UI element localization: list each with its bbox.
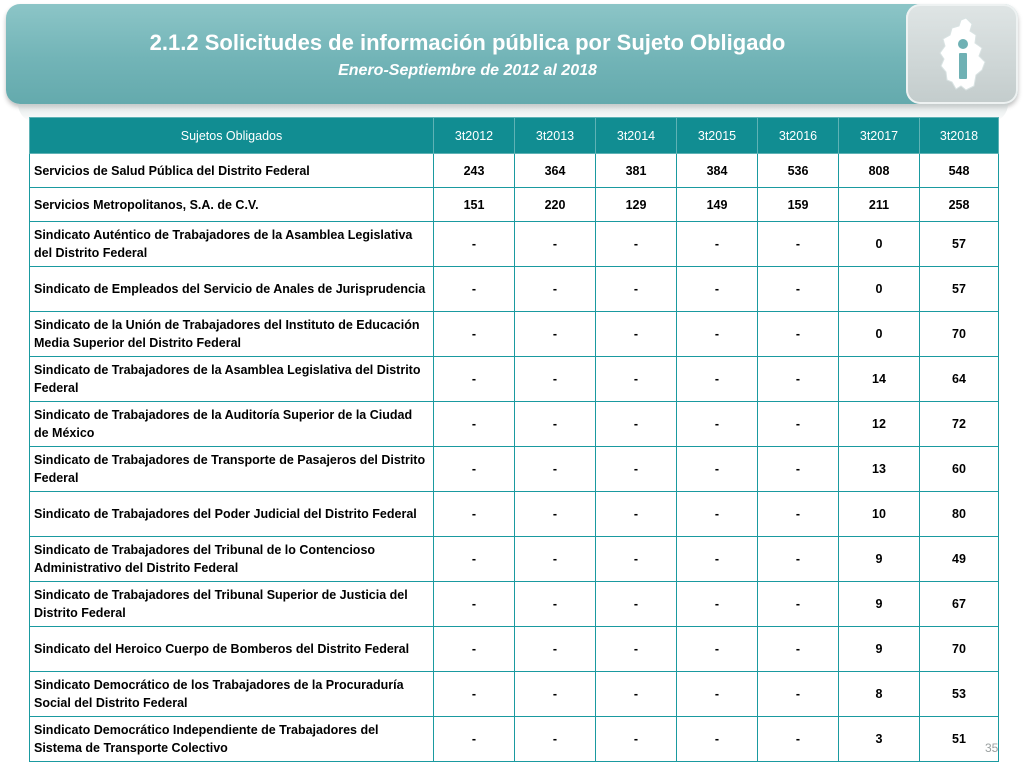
cell-value: - — [515, 582, 596, 627]
row-name: Sindicato de Trabajadores del Tribunal de lo Contencioso Administrativo del Distrito Federal — [30, 537, 434, 582]
cell-value: - — [677, 447, 758, 492]
row-name: Sindicato de Trabajadores del Poder Judicial del Distrito Federal — [30, 492, 434, 537]
table-row — [30, 357, 999, 402]
cell-value: 381 — [596, 154, 677, 188]
cell-value: - — [434, 267, 515, 312]
cell-value: 8 — [839, 672, 920, 717]
cell-value: - — [596, 717, 677, 762]
cell-value: 0 — [839, 222, 920, 267]
table-row — [30, 188, 999, 222]
cell-value: - — [596, 672, 677, 717]
row-name: Sindicato de Trabajadores de la Asamblea Legislativa del Distrito Federal — [30, 357, 434, 402]
cell-value: 211 — [839, 188, 920, 222]
column-header: 3t2014 — [596, 118, 677, 154]
cell-value: 57 — [920, 267, 999, 312]
row-name: Sindicato Auténtico de Trabajadores de la Asamblea Legislativa del Distrito Federal — [30, 222, 434, 267]
cell-value: - — [515, 312, 596, 357]
column-header: Sujetos Obligados — [30, 118, 434, 154]
cell-value: 70 — [920, 312, 999, 357]
cell-value: - — [677, 627, 758, 672]
cell-value: - — [596, 222, 677, 267]
cdmx-map-info-icon — [906, 4, 1018, 104]
cell-value: - — [677, 717, 758, 762]
column-header: 3t2013 — [515, 118, 596, 154]
cell-value: - — [596, 447, 677, 492]
cell-value: - — [596, 402, 677, 447]
cell-value: 51 — [920, 717, 999, 762]
cell-value: - — [758, 447, 839, 492]
cell-value: 220 — [515, 188, 596, 222]
cell-value: 64 — [920, 357, 999, 402]
table-row — [30, 447, 999, 492]
cell-value: 151 — [434, 188, 515, 222]
table-row — [30, 402, 999, 447]
column-header: 3t2016 — [758, 118, 839, 154]
table-row — [30, 312, 999, 357]
row-name: Sindicato de la Unión de Trabajadores del Instituto de Educación Media Superior del Distrito Federal — [30, 312, 434, 357]
cell-value: - — [758, 267, 839, 312]
page-subtitle: Enero-Septiembre de 2012 al 2018 — [338, 62, 597, 79]
cell-value: 67 — [920, 582, 999, 627]
cell-value: - — [515, 492, 596, 537]
cell-value: - — [677, 357, 758, 402]
cell-value: - — [434, 402, 515, 447]
cell-value: 0 — [839, 267, 920, 312]
cell-value: 9 — [839, 627, 920, 672]
cell-value: - — [515, 627, 596, 672]
cell-value: - — [434, 537, 515, 582]
cell-value: 536 — [758, 154, 839, 188]
cell-value: 10 — [839, 492, 920, 537]
logo — [906, 4, 1018, 104]
cell-value: - — [596, 357, 677, 402]
cell-value: - — [758, 222, 839, 267]
cell-value: - — [515, 402, 596, 447]
table-row — [30, 537, 999, 582]
table-row — [30, 672, 999, 717]
cell-value: - — [434, 492, 515, 537]
cell-value: 12 — [839, 402, 920, 447]
cell-value: - — [596, 492, 677, 537]
cell-value: - — [677, 312, 758, 357]
table-row — [30, 582, 999, 627]
cell-value: 384 — [677, 154, 758, 188]
table-row — [30, 492, 999, 537]
cell-value: - — [677, 582, 758, 627]
table-row — [30, 267, 999, 312]
cell-value: - — [677, 537, 758, 582]
cell-value: - — [758, 582, 839, 627]
cell-value: 243 — [434, 154, 515, 188]
cell-value: 808 — [839, 154, 920, 188]
cell-value: 9 — [839, 582, 920, 627]
cell-value: 0 — [839, 312, 920, 357]
row-name: Sindicato de Trabajadores de la Auditoría Superior de la Ciudad de México — [30, 402, 434, 447]
cell-value: 13 — [839, 447, 920, 492]
cell-value: 53 — [920, 672, 999, 717]
cell-value: 149 — [677, 188, 758, 222]
row-name: Servicios Metropolitanos, S.A. de C.V. — [30, 188, 434, 222]
column-header: 3t2015 — [677, 118, 758, 154]
cell-value: - — [434, 222, 515, 267]
cell-value: - — [758, 357, 839, 402]
cell-value: - — [596, 537, 677, 582]
row-name: Sindicato de Trabajadores de Transporte de Pasajeros del Distrito Federal — [30, 447, 434, 492]
cell-value: - — [596, 267, 677, 312]
cell-value: 14 — [839, 357, 920, 402]
cell-value: 49 — [920, 537, 999, 582]
column-header: 3t2017 — [839, 118, 920, 154]
column-header: 3t2018 — [920, 118, 999, 154]
cell-value: - — [758, 537, 839, 582]
table-row — [30, 222, 999, 267]
cell-value: - — [677, 492, 758, 537]
table-row — [30, 627, 999, 672]
cell-value: 80 — [920, 492, 999, 537]
cell-value: 548 — [920, 154, 999, 188]
cell-value: - — [758, 717, 839, 762]
row-name: Sindicato de Trabajadores del Tribunal Superior de Justicia del Distrito Federal — [30, 582, 434, 627]
cell-value: 9 — [839, 537, 920, 582]
cell-value: 258 — [920, 188, 999, 222]
cell-value: 60 — [920, 447, 999, 492]
cell-value: - — [434, 312, 515, 357]
cell-value: - — [434, 357, 515, 402]
cell-value: 70 — [920, 627, 999, 672]
cell-value: - — [434, 672, 515, 717]
cell-value: - — [758, 402, 839, 447]
cell-value: - — [677, 402, 758, 447]
cell-value: - — [434, 447, 515, 492]
cell-value: - — [677, 267, 758, 312]
row-name: Sindicato Democrático Independiente de Trabajadores del Sistema de Transporte Colectivo — [30, 717, 434, 762]
page-number: 35 — [985, 741, 999, 755]
cell-value: - — [758, 672, 839, 717]
cell-value: - — [758, 627, 839, 672]
cell-value: - — [434, 717, 515, 762]
cell-value: 57 — [920, 222, 999, 267]
cell-value: - — [677, 222, 758, 267]
cell-value: - — [758, 492, 839, 537]
page-title: 2.1.2 Solicitudes de información pública por Sujeto Obligado — [149, 30, 786, 55]
column-header: 3t2012 — [434, 118, 515, 154]
cell-value: - — [758, 312, 839, 357]
cell-value: - — [515, 357, 596, 402]
cell-value: - — [515, 222, 596, 267]
cell-value: - — [434, 627, 515, 672]
cell-value: - — [677, 672, 758, 717]
row-name: Servicios de Salud Pública del Distrito Federal — [30, 154, 434, 188]
row-name: Sindicato del Heroico Cuerpo de Bomberos del Distrito Federal — [30, 627, 434, 672]
cell-value: 364 — [515, 154, 596, 188]
table-header-row — [30, 118, 999, 154]
cell-value: - — [515, 672, 596, 717]
cell-value: - — [596, 627, 677, 672]
row-name: Sindicato Democrático de los Trabajadores de la Procuraduría Social del Distrito Federal — [30, 672, 434, 717]
cell-value: - — [515, 537, 596, 582]
table-row — [30, 154, 999, 188]
requests-table — [29, 117, 999, 762]
cell-value: 3 — [839, 717, 920, 762]
cell-value: - — [596, 312, 677, 357]
cell-value: 129 — [596, 188, 677, 222]
table-row — [30, 717, 999, 762]
cell-value: - — [515, 717, 596, 762]
cell-value: - — [596, 582, 677, 627]
cell-value: - — [434, 582, 515, 627]
cell-value: 159 — [758, 188, 839, 222]
row-name: Sindicato de Empleados del Servicio de Anales de Jurisprudencia — [30, 267, 434, 312]
cell-value: 72 — [920, 402, 999, 447]
cell-value: - — [515, 267, 596, 312]
cell-value: - — [515, 447, 596, 492]
